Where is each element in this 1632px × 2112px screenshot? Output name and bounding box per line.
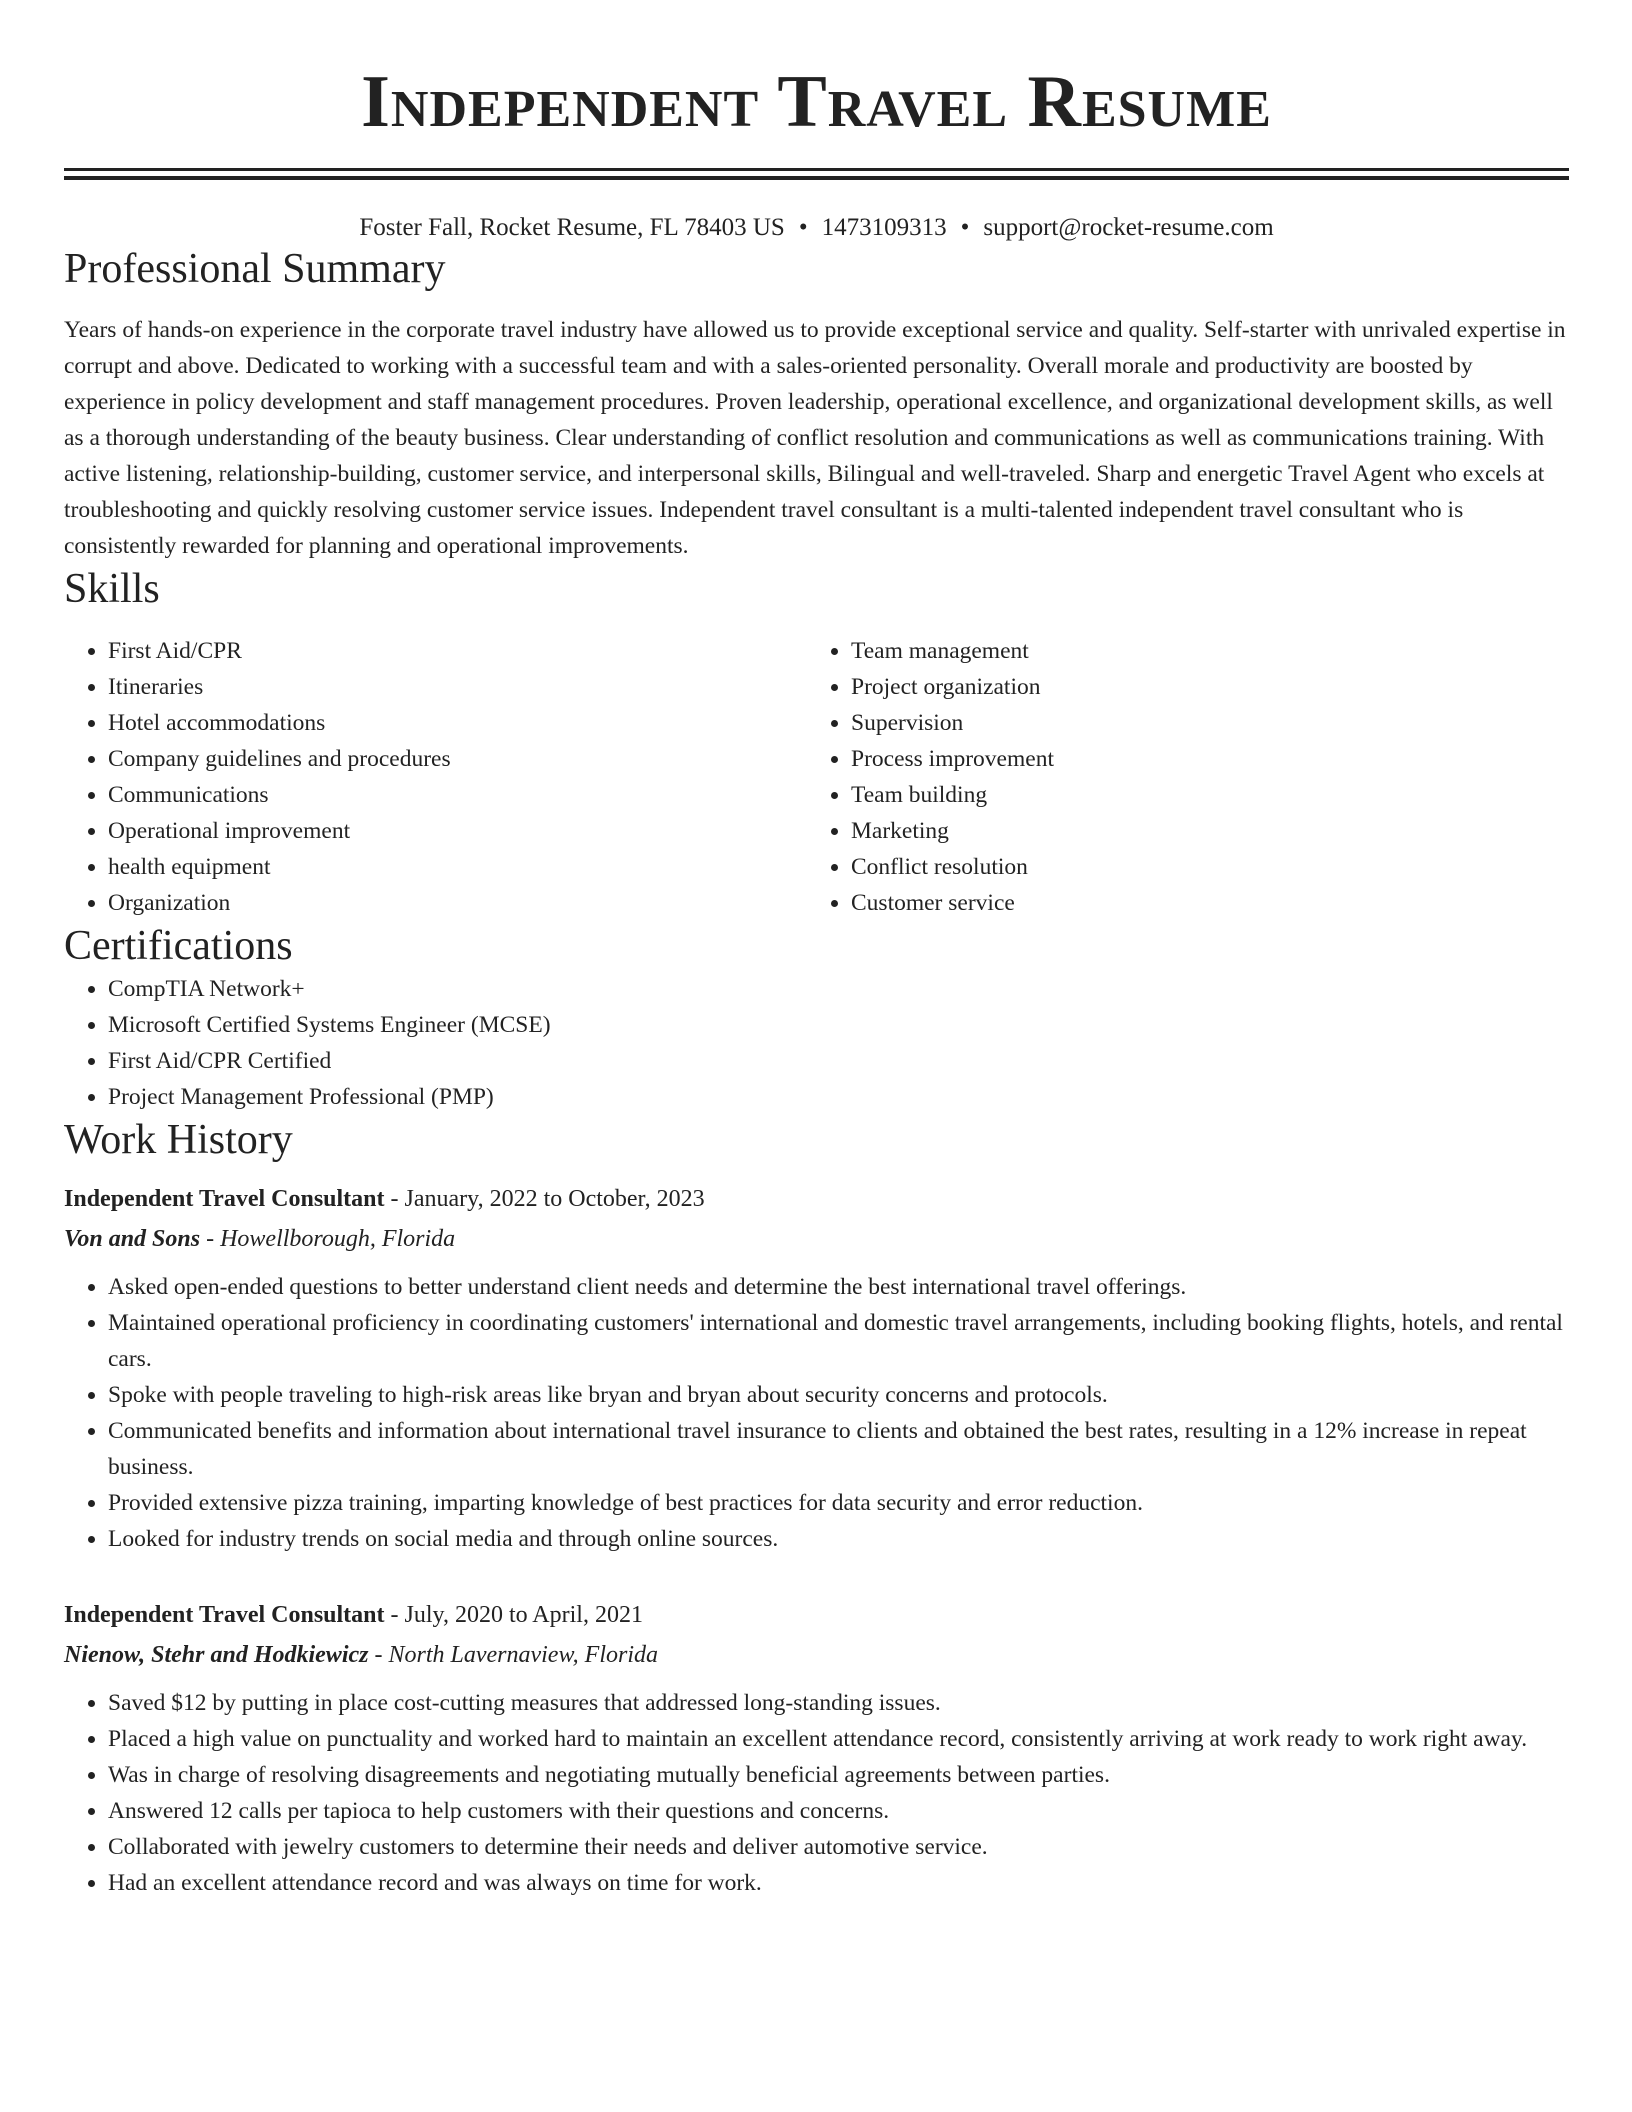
skills-column-right: [807, 633, 1550, 921]
skills-list-left: [64, 633, 807, 921]
resume-title: Independent Travel Resume: [361, 61, 1272, 143]
job-duties-list: [64, 1685, 1569, 1901]
contact-email: support@rocket-resume.com: [983, 214, 1274, 241]
skill-item: • Company guidelines and procedures: [108, 741, 807, 777]
skills-columns: [64, 633, 1569, 921]
contact-phone: 1473109313: [821, 214, 947, 241]
work-history-heading: Work History: [64, 1117, 293, 1163]
job-duty: • Communicated benefits and information about international travel insurance to clients and obtained the best rates, resulting in a 12% increase in repeat business.: [108, 1413, 1569, 1485]
summary-heading: Professional Summary: [64, 246, 446, 292]
job-duty: • Had an excellent attendance record and was always on time for work.: [108, 1865, 1569, 1901]
title-divider-thin: [64, 176, 1569, 180]
skill-item: • Operational improvement: [108, 813, 807, 849]
skills-column-left: [64, 633, 807, 921]
skills-heading: Skills: [64, 566, 160, 612]
certification-item: • Project Management Professional (PMP): [108, 1079, 1569, 1115]
summary-text: Years of hands-on experience in the corporate travel industry have allowed us to provide exceptional service and quality. Self-starter with unrivaled expertise in corrupt and above. Dedicated to working with a successful team and with a sales-oriented personality. Overall morale and productivity are boosted by experience in policy development and staff management procedures. Proven leadership, operational excellence, and organizational development skills, as well as a thorough understanding of the beauty business. Clear understanding of conflict resolution and communications as well as communications training. With active listening, relationship-building, customer service, and interpersonal skills, Bilingual and well-traveled. Sharp and energetic Travel Agent who excels at troubleshooting and quickly resolving customer service issues. Independent travel consultant is a multi-talented independent travel consultant who is consistently rewarded for planning and operational improvements.: [64, 317, 1566, 559]
skill-item: • Marketing: [851, 813, 1550, 849]
contact-line: [64, 212, 1569, 244]
job-duty: • Asked open-ended questions to better understand client needs and determine the best international travel offerings.: [108, 1269, 1569, 1305]
job-location: - Howellborough, Florida: [200, 1226, 456, 1252]
skill-item: • Customer service: [851, 885, 1550, 921]
job-duty: • Was in charge of resolving disagreements and negotiating mutually beneficial agreements between parties.: [108, 1757, 1569, 1793]
certification-item: • Microsoft Certified Systems Engineer (MCSE): [108, 1007, 1569, 1043]
job-duty: • Answered 12 calls per tapioca to help customers with their questions and concerns.: [108, 1793, 1569, 1829]
skill-item: • Hotel accommodations: [108, 705, 807, 741]
job-entry: [64, 1597, 1569, 1901]
job-company: Von and Sons: [64, 1226, 201, 1252]
skill-item: • Itineraries: [108, 669, 807, 705]
certification-item: • First Aid/CPR Certified: [108, 1043, 1569, 1079]
skill-item: • Organization: [108, 885, 807, 921]
job-duty: • Collaborated with jewelry customers to determine their needs and deliver automotive service.: [108, 1829, 1569, 1865]
job-company: Nienow, Stehr and Hodkiewicz: [64, 1642, 369, 1668]
skills-list-right: [807, 633, 1550, 921]
job-duty: • Provided extensive pizza training, imparting knowledge of best practices for data security and error reduction.: [108, 1485, 1569, 1521]
job-duty: • Placed a high value on punctuality and worked hard to maintain an excellent attendance record, consistently arriving at work ready to work right away.: [108, 1721, 1569, 1757]
resume-page: [64, 0, 1569, 1901]
job-company-line: [64, 1637, 1569, 1673]
certifications-heading: Certifications: [64, 923, 293, 969]
skill-item: • Team building: [851, 777, 1550, 813]
skill-item: • Supervision: [851, 705, 1550, 741]
job-entry: [64, 1181, 1569, 1557]
skill-item: • Process improvement: [851, 741, 1550, 777]
certification-item: • CompTIA Network+: [108, 971, 1569, 1007]
skill-item: • Project organization: [851, 669, 1550, 705]
job-duty: • Saved $12 by putting in place cost-cutting measures that addressed long-standing issues.: [108, 1685, 1569, 1721]
job-duty: • Spoke with people traveling to high-risk areas like bryan and bryan about security concerns and protocols.: [108, 1377, 1569, 1413]
skill-item: • Communications: [108, 777, 807, 813]
contact-address: Foster Fall, Rocket Resume, FL 78403 US: [359, 214, 785, 241]
job-location: - North Lavernaview, Florida: [368, 1642, 659, 1668]
title-divider-thick: [64, 168, 1569, 171]
job-title-line: [64, 1181, 1569, 1217]
job-dates: - July, 2020 to April, 2021: [384, 1602, 643, 1628]
job-duty: • Looked for industry trends on social media and through online sources.: [108, 1521, 1569, 1557]
job-dates: - January, 2022 to October, 2023: [384, 1186, 705, 1212]
job-title-line: [64, 1597, 1569, 1633]
skill-item: • First Aid/CPR: [108, 633, 807, 669]
contact-separator: •: [798, 214, 808, 241]
job-company-line: [64, 1221, 1569, 1257]
job-title: Independent Travel Consultant: [64, 1186, 385, 1212]
certifications-list: [64, 971, 1569, 1115]
skill-item: • health equipment: [108, 849, 807, 885]
job-title: Independent Travel Consultant: [64, 1602, 385, 1628]
contact-separator: •: [960, 214, 970, 241]
skill-item: • Conflict resolution: [851, 849, 1550, 885]
skill-item: • Team management: [851, 633, 1550, 669]
job-duty: • Maintained operational proficiency in coordinating customers' international and domestic travel arrangements, including booking flights, hotels, and rental cars.: [108, 1305, 1569, 1377]
job-duties-list: [64, 1269, 1569, 1557]
